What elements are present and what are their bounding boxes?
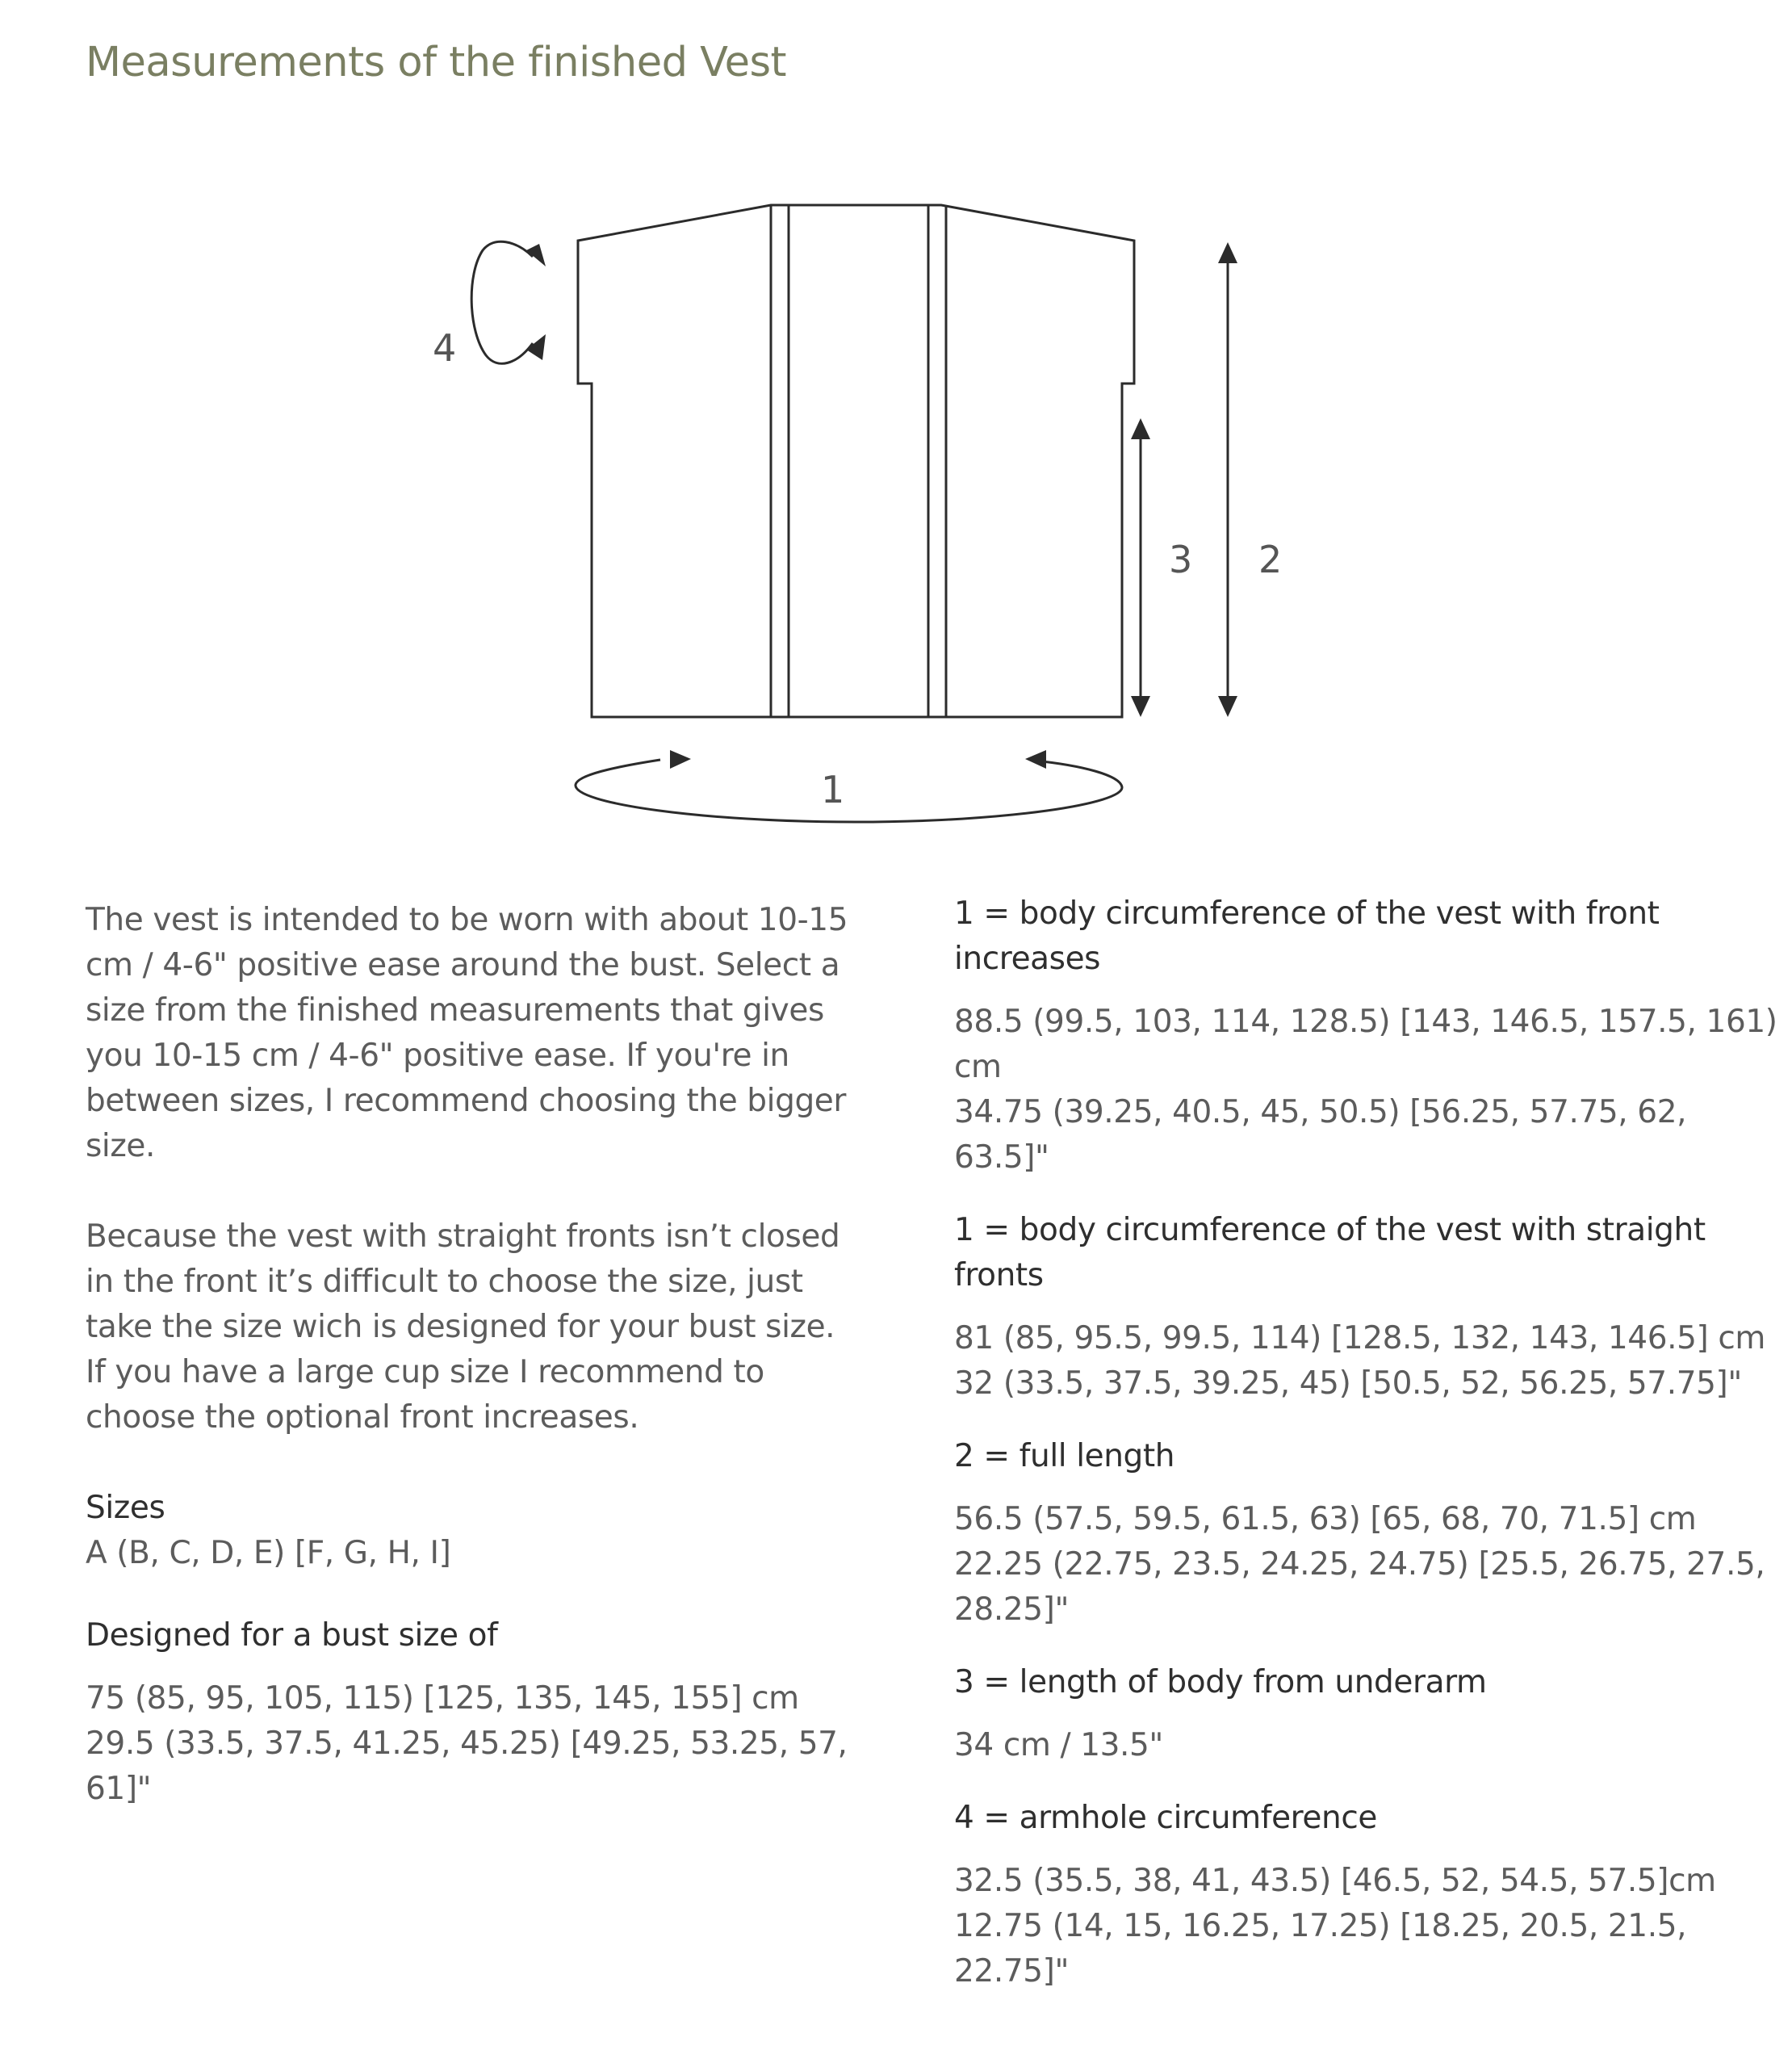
full-length-arrow xyxy=(1218,242,1237,717)
measurement-heading: 3 = length of body from underarm xyxy=(954,1664,1487,1700)
measurement-cm: 56.5 (57.5, 59.5, 61.5, 63) [65, 68, 70, 71.5] cm xyxy=(954,1501,1697,1537)
measurement-cm: 81 (85, 95.5, 99.5, 114) [128.5, 132, 143, 146.5] cm xyxy=(954,1320,1765,1356)
right-column xyxy=(954,891,1786,1994)
bust-section xyxy=(86,1613,860,1812)
measurement-cm: 34 cm / 13.5" xyxy=(954,1727,1163,1763)
measurement-values xyxy=(954,1316,1786,1407)
measurement-inch: 12.75 (14, 15, 16.25, 17.25) [18.25, 20.5, 21.5, 22.75]" xyxy=(954,1908,1687,1989)
underarm-length-arrow xyxy=(1131,418,1150,717)
label-2: 2 xyxy=(1258,538,1283,581)
bust-inch: 29.5 (33.5, 37.5, 41.25, 45.25) [49.25, 53.25, 57, 61]" xyxy=(86,1725,848,1807)
left-column xyxy=(86,898,860,1812)
bust-values xyxy=(86,1676,860,1812)
armhole-arrow xyxy=(471,241,546,363)
sizes-value: A (B, C, D, E) [F, G, H, I] xyxy=(86,1535,451,1571)
measurement-cm: 88.5 (99.5, 103, 114, 128.5) [143, 146.5, 157.5, 161) cm xyxy=(954,1004,1777,1085)
vest-outline xyxy=(578,205,1134,717)
circumference-arrow xyxy=(576,750,1122,822)
measurement-item xyxy=(954,891,1786,1180)
measurement-item xyxy=(954,1208,1786,1407)
measurement-inch: 34.75 (39.25, 40.5, 45, 50.5) [56.25, 57.75, 62, 63.5]" xyxy=(954,1094,1687,1176)
measurement-heading: 1 = body circumference of the vest with straight fronts xyxy=(954,1212,1706,1293)
bust-heading: Designed for a bust size of xyxy=(86,1617,498,1654)
measurement-item xyxy=(954,1796,1786,1994)
sizes-section xyxy=(86,1486,860,1576)
intro-paragraph: Because the vest with straight fronts isn’t closed in the front it’s difficult to choose the size, just take the size wich is designed for your bust size. If you have a large cup size I recommend to choose the optional front increases. xyxy=(86,1218,840,1436)
vest-schematic xyxy=(0,0,1792,856)
label-4: 4 xyxy=(433,326,457,370)
measurement-heading: 2 = full length xyxy=(954,1438,1175,1474)
sizes-heading: Sizes xyxy=(86,1490,165,1526)
measurement-values xyxy=(954,1859,1786,1994)
measurement-values xyxy=(954,1000,1786,1180)
label-3: 3 xyxy=(1169,538,1193,581)
measurement-heading: 1 = body circumference of the vest with front increases xyxy=(954,895,1660,977)
page-title: Measurements of the finished Vest xyxy=(86,39,787,86)
intro-paragraph: The vest is intended to be worn with about 10-15 cm / 4-6" positive ease around the bust. Select a size from the finished measurements that gives you 10-15 cm / 4-6" positive ease. If you're in between sizes, I recommend choosing the bigger size. xyxy=(86,902,848,1164)
measurement-inch: 32 (33.5, 37.5, 39.25, 45) [50.5, 52, 56.25, 57.75]" xyxy=(954,1365,1742,1402)
measurement-cm: 32.5 (35.5, 38, 41, 43.5) [46.5, 52, 54.5, 57.5]cm xyxy=(954,1863,1716,1899)
measurement-heading: 4 = armhole circumference xyxy=(954,1800,1377,1836)
measurement-item xyxy=(954,1434,1786,1633)
measurement-values xyxy=(954,1723,1786,1768)
measurement-item xyxy=(954,1660,1786,1768)
measurement-values xyxy=(954,1497,1786,1633)
label-1: 1 xyxy=(821,768,845,811)
bust-cm: 75 (85, 95, 105, 115) [125, 135, 145, 155] cm xyxy=(86,1680,799,1717)
measurement-inch: 22.25 (22.75, 23.5, 24.25, 24.75) [25.5, 26.75, 27.5, 28.25]" xyxy=(954,1546,1765,1628)
